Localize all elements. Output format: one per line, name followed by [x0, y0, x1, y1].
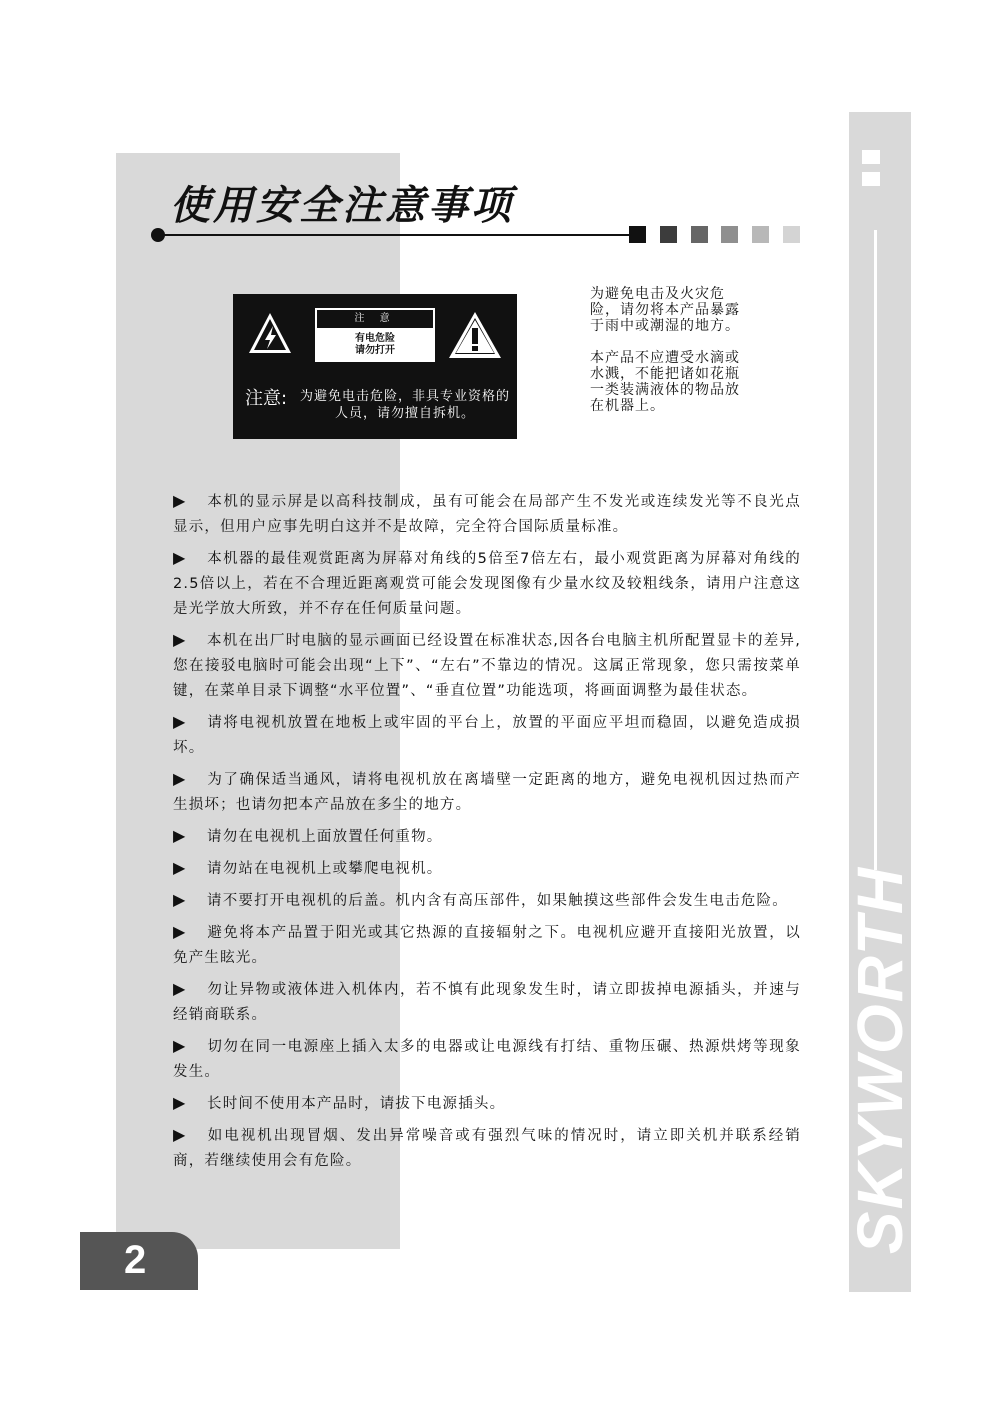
- brand-logo: SKYWORTH: [844, 865, 916, 1255]
- page-title: 使用安全注意事项: [170, 183, 514, 229]
- title-rule: [160, 234, 634, 236]
- bullet-arrow-icon: ▶: [173, 712, 187, 731]
- title-square: [660, 226, 677, 243]
- title-square: [629, 226, 646, 243]
- list-item: ▶ 本机在出厂时电脑的显示画面已经设置在标准状态,因各台电脑主机所配置显卡的差异,您在接驳电脑时可能会出现“上下”、“左右”不靠边的情况。这属正常现象，您只需按菜单键，在菜单目录下调整“水平位置”、“垂直位置”功能选项，将画面调整为最佳状态。: [173, 627, 801, 704]
- lightning-triangle-icon: [247, 310, 293, 356]
- title-square: [721, 226, 738, 243]
- safety-list: [173, 488, 801, 1179]
- list-item: ▶ 勿让异物或液体进入机体内，若不慎有此现象发生时，请立即拔掉电源插头，并速与经销商联系。: [173, 976, 801, 1028]
- exclamation-triangle-icon: [447, 310, 503, 360]
- bullet-arrow-icon: ▶: [173, 858, 187, 877]
- bullet-arrow-icon: ▶: [173, 922, 187, 941]
- list-item: ▶ 长时间不使用本产品时，请拔下电源插头。: [173, 1090, 801, 1117]
- strip-line: [874, 230, 877, 870]
- bullet-arrow-icon: ▶: [173, 1093, 187, 1112]
- title-square: [691, 226, 708, 243]
- list-item: ▶ 本机的显示屏是以高科技制成，虽有可能会在局部产生不发光或连续发光等不良光点显示，但用户应事先明白这并不是故障，完全符合国际质量标准。: [173, 488, 801, 540]
- bullet-arrow-icon: ▶: [173, 979, 187, 998]
- warning-box: [233, 294, 517, 439]
- side-note: 为避免电击及火灾危险，请勿将本产品暴露于雨中或潮湿的地方。: [590, 286, 740, 334]
- caution-line: 请勿打开: [355, 345, 395, 356]
- strip-marks: [862, 150, 880, 194]
- bullet-arrow-icon: ▶: [173, 826, 187, 845]
- page-number: 2: [124, 1238, 147, 1282]
- bullet-arrow-icon: ▶: [173, 491, 187, 510]
- list-item: ▶ 请不要打开电视机的后盖。机内含有高压部件，如果触摸这些部件会发生电击危险。: [173, 887, 801, 914]
- list-item: ▶ 请勿在电视机上面放置任何重物。: [173, 823, 801, 850]
- list-item: ▶ 本机器的最佳观赏距离为屏幕对角线的5倍至7倍左右，最小观赏距离为屏幕对角线的2.5倍以上，若在不合理近距离观赏可能会发现图像有少量水纹及较粗线条，请用户注意这是光学放大所致，并不存在任何质量问题。: [173, 545, 801, 622]
- side-note: 本产品不应遭受水滴或水溅，不能把诸如花瓶一类装满液体的物品放在机器上。: [590, 350, 740, 414]
- bullet-arrow-icon: ▶: [173, 1036, 187, 1055]
- list-item: ▶ 避免将本产品置于阳光或其它热源的直接辐射之下。电视机应避开直接阳光放置，以免产生眩光。: [173, 919, 801, 971]
- title-square: [752, 226, 769, 243]
- bullet-arrow-icon: ▶: [173, 1125, 187, 1144]
- bullet-arrow-icon: ▶: [173, 769, 187, 788]
- list-item: ▶ 请将电视机放置在地板上或牢固的平台上，放置的平面应平坦而稳固，以避免造成损坏。: [173, 709, 801, 761]
- title-square: [783, 226, 800, 243]
- side-notes: [590, 286, 740, 430]
- warning-text: 为避免电击危险，非具专业资格的人员，请勿擅自拆机。: [299, 389, 510, 421]
- warning-label: 注意:: [245, 388, 288, 409]
- bullet-arrow-icon: ▶: [173, 630, 187, 649]
- list-item: ▶ 切勿在同一电源座上插入太多的电器或让电源线有打结、重物压碾、热源烘烤等现象发生。: [173, 1033, 801, 1085]
- list-item: ▶ 为了确保适当通风，请将电视机放在离墙壁一定距离的地方，避免电视机因过热而产生损坏；也请勿把本产品放在多尘的地方。: [173, 766, 801, 818]
- list-item: ▶ 如电视机出现冒烟、发出异常噪音或有强烈气味的情况时，请立即关机并联系经销商，若继续使用会有危险。: [173, 1122, 801, 1174]
- caution-title: 注 意: [317, 310, 433, 328]
- caution-label: [315, 308, 435, 362]
- bullet-arrow-icon: ▶: [173, 890, 187, 909]
- list-item: ▶ 请勿站在电视机上或攀爬电视机。: [173, 855, 801, 882]
- bullet-arrow-icon: ▶: [173, 548, 187, 567]
- caution-line: 有电危险: [355, 333, 395, 344]
